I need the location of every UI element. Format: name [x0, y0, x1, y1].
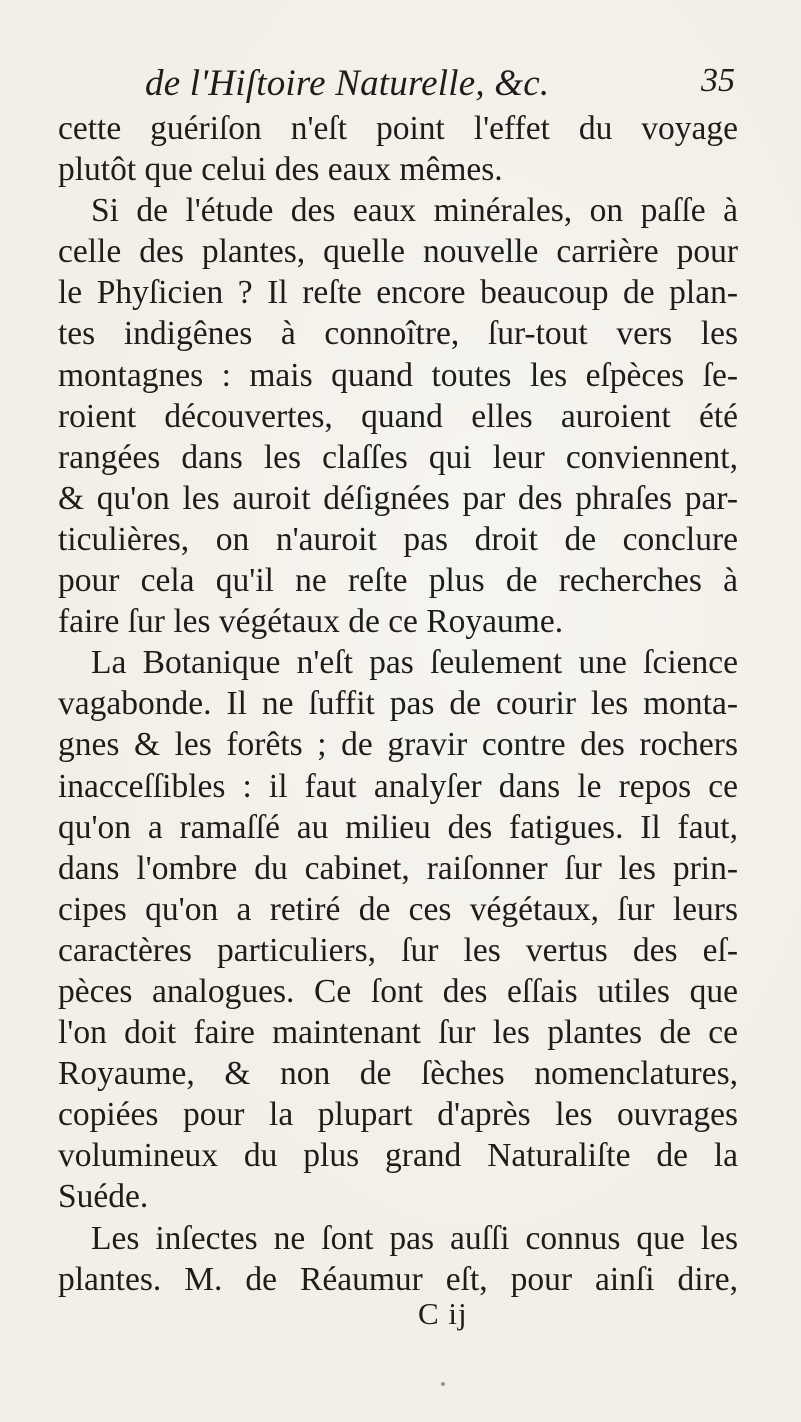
text-line: faire ſur les végétaux de ce Royaume. — [58, 603, 564, 641]
text-line: cette guériſon n'eſt point l'effet du voyage — [58, 110, 738, 147]
text-line: vagabonde. Il ne ſuffit pas de courir les monta- — [58, 685, 738, 723]
page-number: 35 — [701, 62, 735, 99]
text-line: plantes. M. de Réaumur eſt, pour ainſi dire, — [58, 1260, 738, 1298]
text-line: l'on doit faire maintenant ſur les plantes de ce — [58, 1014, 738, 1052]
text-line: qu'on a ramaſſé au milieu des fatigues. Il faut, — [58, 808, 738, 846]
text-line: ticulières, on n'auroit pas droit de conclure — [58, 520, 738, 558]
text-line: Royaume, & non de ſèches nomenclatures, — [58, 1055, 738, 1093]
running-head: de l'Hiſtoire Naturelle, &c. — [145, 63, 550, 104]
text-line: plutôt que celui des eaux mêmes. — [58, 151, 503, 189]
paper-speck — [441, 1382, 445, 1386]
text-line: pèces analogues. Ce ſont des eſſais utiles que — [58, 972, 738, 1010]
text-line: dans l'ombre du cabinet, raiſonner ſur les prin- — [58, 849, 738, 887]
text-line: volumineux du plus grand Naturaliſte de la — [58, 1137, 738, 1175]
text-line: & qu'on les auroit déſignées par des phraſes par- — [58, 479, 738, 517]
text-line: montagnes : mais quand toutes les eſpèces ſe- — [58, 356, 738, 394]
text-line: inacceſſibles : il faut analyſer dans le repos ce — [58, 767, 738, 805]
text-line: copiées pour la plupart d'après les ouvrages — [58, 1096, 738, 1134]
signature-mark: C ij — [418, 1296, 468, 1331]
text-line: cipes qu'on a retiré de ces végétaux, ſur leurs — [58, 890, 738, 928]
text-line: celle des plantes, quelle nouvelle carrière pour — [58, 233, 738, 271]
text-line: rangées dans les claſſes qui leur conviennent, — [58, 438, 738, 476]
paragraph-start-line: Si de l'étude des eaux minérales, on paſſe à — [91, 192, 738, 230]
paragraph-start-line: Les inſectes ne ſont pas auſſi connus que les — [91, 1219, 738, 1257]
text-line: caractères particuliers, ſur les vertus des eſ- — [58, 931, 738, 969]
text-line: le Phyſicien ? Il reſte encore beaucoup de plan- — [58, 274, 738, 312]
text-line: pour cela qu'il ne reſte plus de recherches à — [58, 562, 738, 600]
page-header — [145, 62, 735, 106]
text-line: tes indigênes à connoître, ſur-tout vers les — [58, 315, 738, 353]
text-line: Suéde. — [58, 1178, 149, 1216]
paragraph-start-line: La Botanique n'eſt pas ſeulement une ſcience — [91, 644, 738, 682]
text-line: gnes & les forêts ; de gravir contre des rochers — [58, 726, 738, 764]
text-line: roient découvertes, quand elles auroient été — [58, 397, 738, 435]
body-text — [58, 108, 738, 1300]
